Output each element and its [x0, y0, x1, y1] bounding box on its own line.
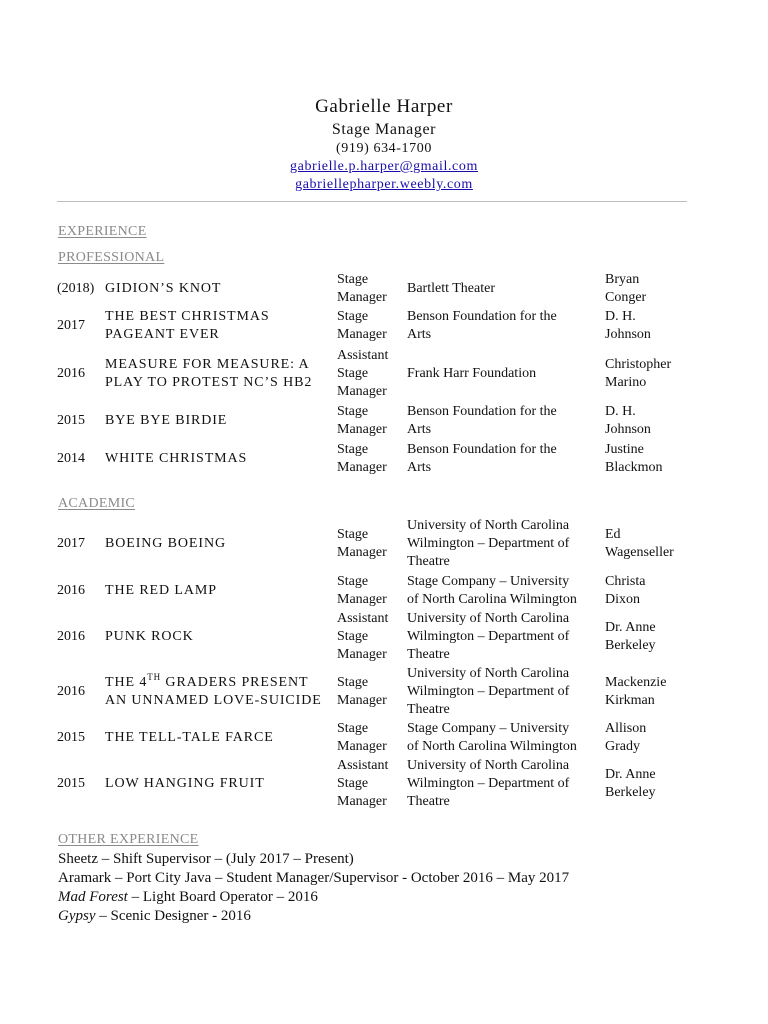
role-cell: Stage Manager: [337, 675, 387, 708]
other-experience-heading: OTHER EXPERIENCE: [58, 832, 199, 847]
role-cell: Assistant Stage Manager: [337, 348, 389, 399]
table-row: [57, 402, 747, 440]
table-row: [57, 572, 747, 609]
director-cell: Justine Blackmon: [605, 442, 663, 475]
table-row: [57, 346, 747, 402]
director-cell: Christa Dixon: [605, 573, 646, 607]
organization-cell: Stage Company – University of North Carolina Wilmington: [407, 573, 577, 607]
website-link[interactable]: gabriellepharper.weebly.com: [295, 177, 473, 192]
phone-number: (919) 634-1700: [336, 141, 432, 156]
year-cell: 2017: [57, 536, 85, 551]
table-row: [57, 306, 747, 346]
year-cell: 2015: [57, 413, 85, 428]
year-cell: 2016: [57, 629, 85, 644]
organization-cell: Frank Harr Foundation: [407, 366, 537, 381]
year-cell: 2015: [57, 729, 85, 745]
title-cell: MEASURE FOR MEASURE: A PLAY TO PROTEST NC’S HB2: [105, 357, 313, 390]
role-cell: Stage Manager: [337, 272, 387, 305]
title-cell: THE RED LAMP: [105, 582, 217, 598]
director-cell: Allison Grady: [605, 720, 647, 754]
table-row: [57, 440, 747, 478]
role-cell: Stage Manager: [337, 573, 387, 607]
director-cell: Mackenzie Kirkman: [605, 675, 667, 708]
organization-cell: Bartlett Theater: [407, 281, 495, 296]
year-cell: 2014: [57, 451, 85, 466]
director-cell: D. H. Johnson: [605, 404, 651, 437]
year-cell: 2016: [57, 582, 85, 598]
job-title: Stage Manager: [331, 121, 437, 138]
director-cell: Bryan Conger: [605, 272, 647, 305]
role-cell: Assistant Stage Manager: [337, 611, 389, 662]
year-cell: 2016: [57, 684, 85, 699]
person-name: Gabrielle Harper: [315, 96, 453, 117]
list-item: Sheetz – Shift Supervisor – (July 2017 – Present): [58, 851, 354, 867]
title-cell: BYE BYE BIRDIE: [105, 413, 228, 428]
experience-heading: EXPERIENCE: [58, 224, 147, 239]
role-cell: Stage Manager: [337, 309, 387, 342]
header-divider: [57, 201, 687, 202]
organization-cell: Benson Foundation for the Arts: [407, 404, 557, 437]
table-row: [57, 516, 747, 572]
title-cell: WHITE CHRISTMAS: [105, 451, 248, 466]
list-item: Aramark – Port City Java – Student Manager/Supervisor - October 2016 – May 2017: [58, 870, 570, 886]
director-cell: Ed Wagenseller: [605, 527, 674, 560]
organization-cell: University of North Carolina Wilmington – Department of Theatre: [407, 518, 570, 569]
title-cell: LOW HANGING FRUIT: [105, 776, 265, 791]
title-cell: THE TELL-TALE FARCE: [105, 729, 274, 745]
organization-cell: Benson Foundation for the Arts: [407, 442, 557, 475]
table-row: [57, 719, 747, 756]
role-cell: Stage Manager: [337, 720, 387, 754]
table-row: [57, 609, 747, 665]
title-cell: PUNK ROCK: [105, 629, 194, 644]
year-cell: 2015: [57, 776, 85, 791]
other-experience-list: [58, 850, 569, 926]
organization-cell: University of North Carolina Wilmington – Department of Theatre: [407, 611, 570, 662]
organization-cell: University of North Carolina Wilmington – Department of Theatre: [407, 758, 570, 809]
resume-header: [0, 94, 768, 194]
title-cell: THE 4TH GRADERS PRESENT AN UNNAMED LOVE-SUICIDE: [105, 672, 322, 708]
organization-cell: Stage Company – University of North Carolina Wilmington: [407, 720, 577, 754]
title-cell: BOEING BOEING: [105, 536, 226, 551]
role-cell: Stage Manager: [337, 442, 387, 475]
year-cell: (2018): [57, 281, 95, 296]
professional-heading: PROFESSIONAL: [58, 250, 165, 265]
year-cell: 2017: [57, 318, 85, 333]
organization-cell: University of North Carolina Wilmington – Department of Theatre: [407, 666, 570, 717]
role-cell: Stage Manager: [337, 527, 387, 560]
academic-heading: ACADEMIC: [58, 496, 136, 511]
email-link[interactable]: gabrielle.p.harper@gmail.com: [290, 159, 478, 174]
director-cell: D. H. Johnson: [605, 309, 651, 342]
organization-cell: Benson Foundation for the Arts: [407, 309, 557, 342]
professional-table: [57, 272, 747, 478]
table-row: [57, 665, 747, 719]
table-row: [57, 272, 747, 306]
year-cell: 2016: [57, 366, 85, 381]
role-cell: Stage Manager: [337, 404, 387, 437]
role-cell: Assistant Stage Manager: [337, 758, 389, 809]
director-cell: Christopher Marino: [605, 357, 672, 390]
list-item: Mad Forest – Light Board Operator – 2016: [58, 889, 318, 905]
title-cell: THE BEST CHRISTMAS PAGEANT EVER: [105, 309, 270, 342]
title-cell: GIDION’S KNOT: [105, 281, 222, 296]
list-item: Gypsy – Scenic Designer - 2016: [58, 908, 251, 924]
director-cell: Dr. Anne Berkeley: [605, 620, 656, 653]
academic-table: [57, 516, 747, 812]
table-row: [57, 756, 747, 812]
director-cell: Dr. Anne Berkeley: [605, 767, 656, 800]
